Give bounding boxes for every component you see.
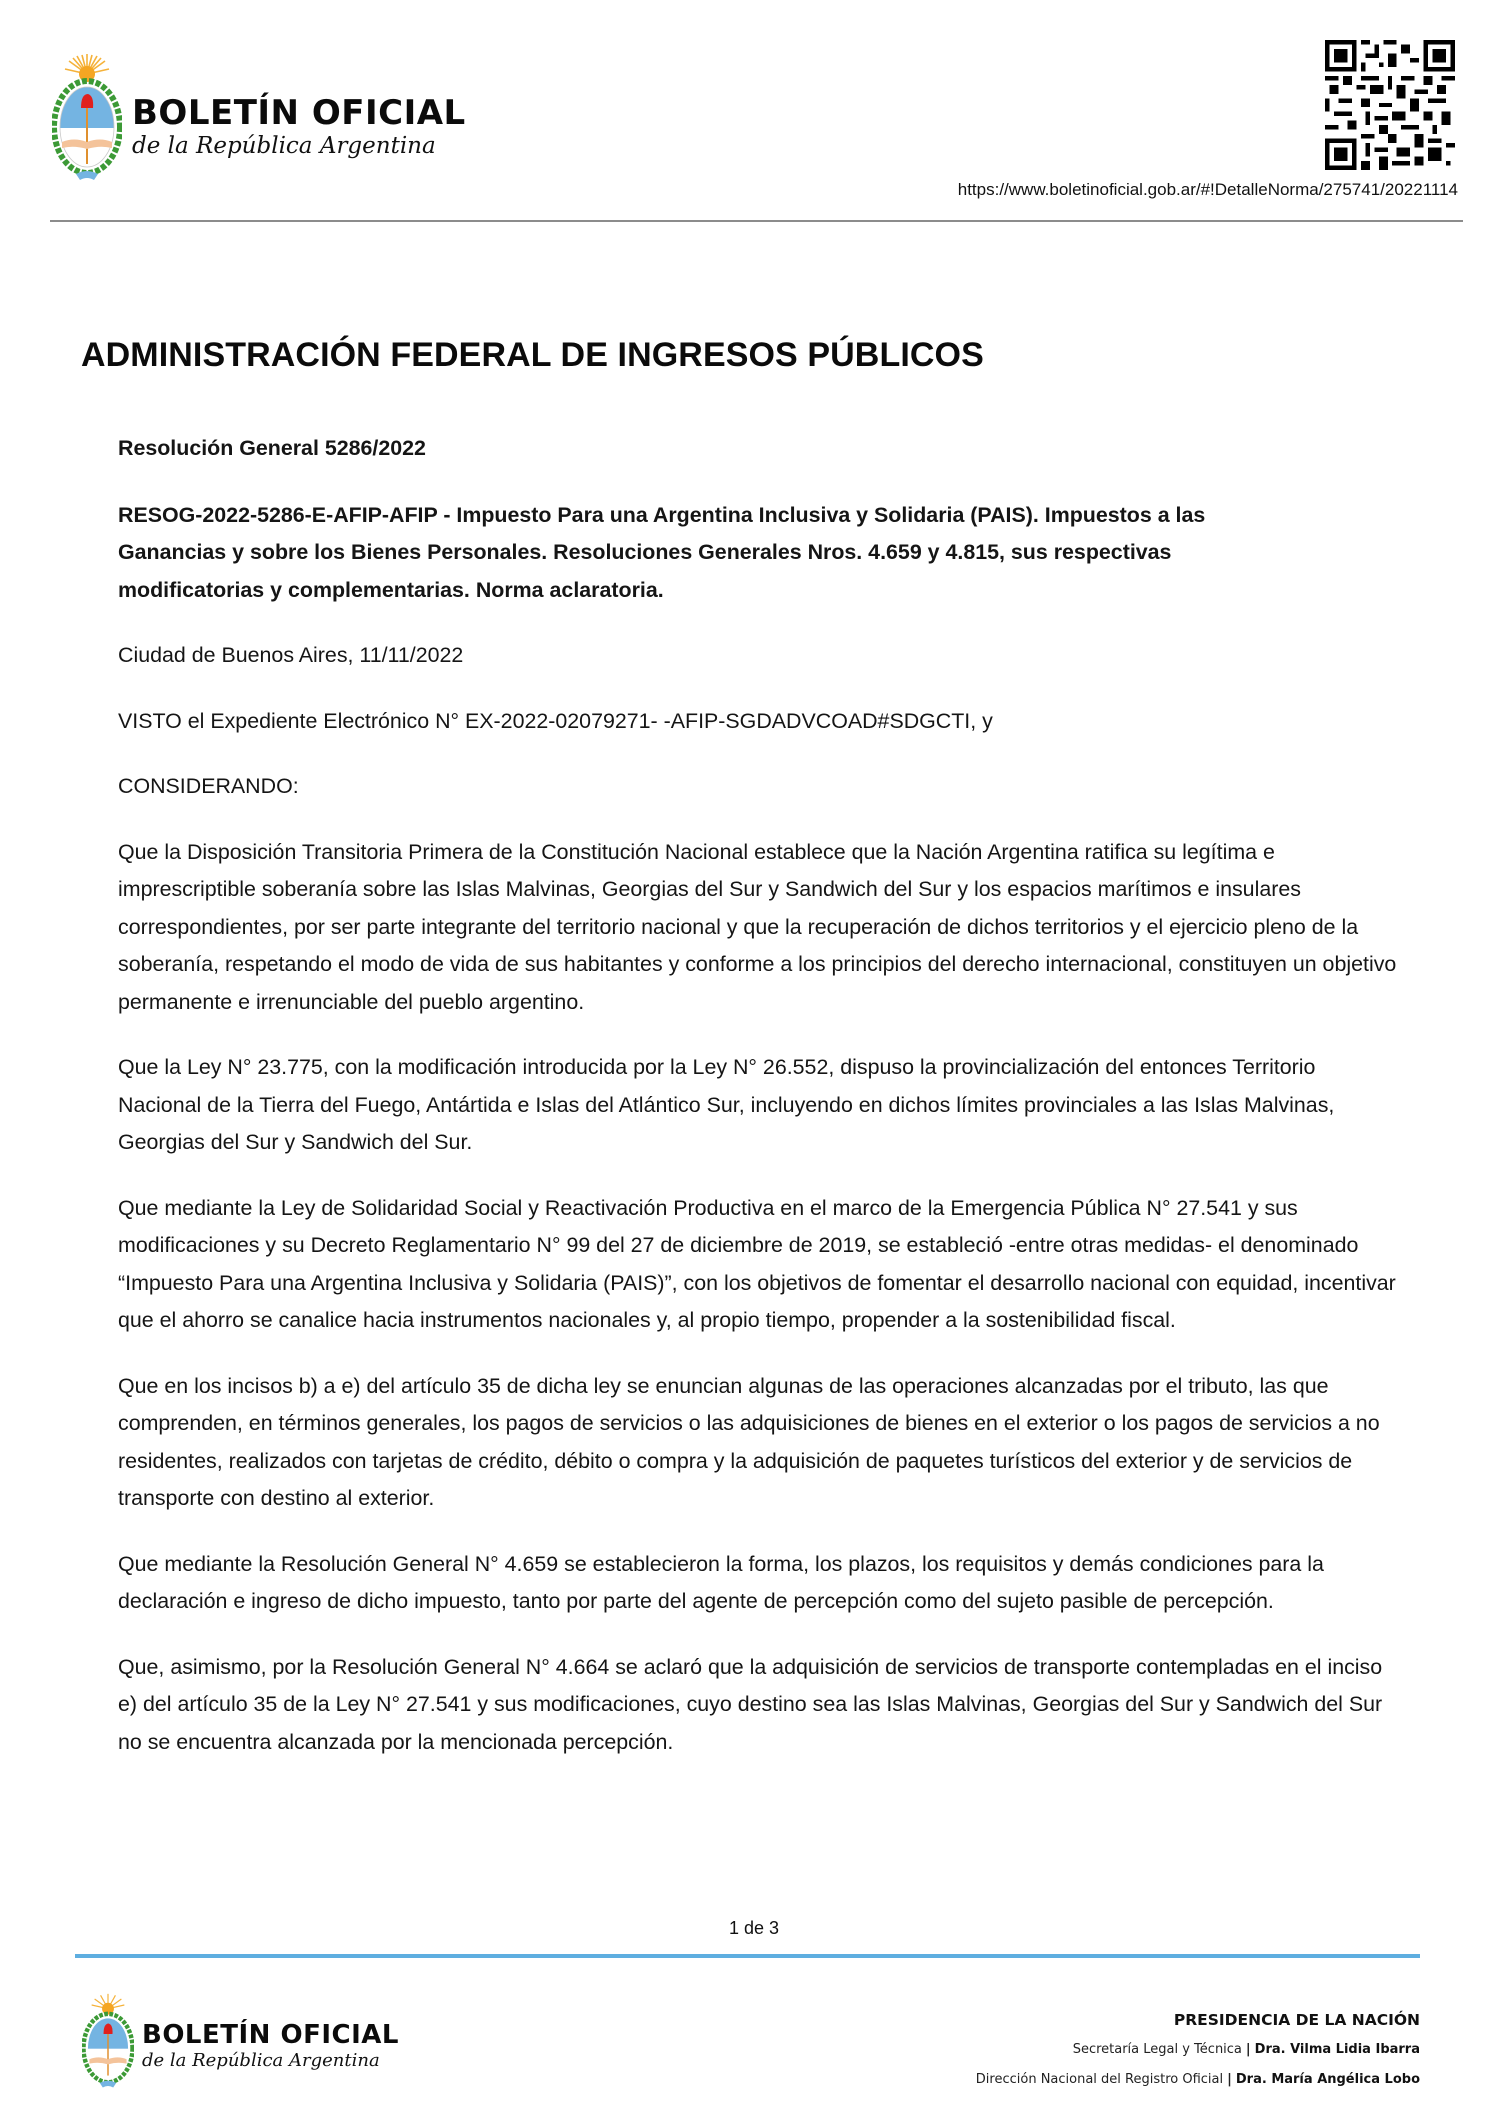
separator: |: [1227, 2072, 1232, 2087]
paragraph: Que en los incisos b) a e) del artículo 35 de dicha ley se enuncian algunas de las operaciones alcanzadas por el tributo, las que comprenden, en términos generales, los pagos de servicios o las adquisiciones de bienes en el exterior o los pagos de servicios a no residentes, realizados con tarjetas de crédito, débito o compra y la adquisición de paquetes turísticos del exterior y de servicios de transporte con destino al exterior.: [118, 1373, 1380, 1510]
footer-boletin-oficial-logo: [82, 1990, 399, 2095]
paragraph: Que la Disposición Transitoria Primera de la Constitución Nacional establece que la Nación Argentina ratifica su legítima e imprescriptible soberanía sobre las Islas Malvinas, Georgias del Sur y Sandwich del Sur y los espacios marítimos e insulares correspondientes, por ser parte integrante del territorio nacional y que la recuperación de dichos territorios y el ejercicio pleno de la soberanía, respetando el modo de vida de sus habitantes y conforme a los principios del derecho internacional, constituyen un objetivo permanente e irrenunciable del pueblo argentino.: [118, 839, 1397, 1014]
visto-paragraph: VISTO el Expediente Electrónico N° EX-2022-02079271- -AFIP-SGDADVCOAD#SDGCTI, y: [118, 708, 993, 733]
page-indicator: 1 de 3: [728, 1918, 780, 1938]
direccion-head: Dra. María Angélica Lobo: [1235, 2072, 1420, 2087]
resolution-title: RESOG-2022-5286-E-AFIP-AFIP - Impuesto Para una Argentina Inclusiva y Solidaria (PAIS). Impuestos a las Ganancias y sobre los Bienes Personales. Resoluciones Generales Nros. 4.659 y 4.815, sus respectivas modificatorias y complementarias. Norma aclaratoria.: [118, 502, 1206, 602]
resolution-number: Resolución General 5286/2022: [118, 436, 426, 460]
separator: |: [1245, 2042, 1251, 2057]
footer-credits: [976, 2010, 1420, 2090]
secretaria-head: Dra. Vilma Lidia Ibarra: [1254, 2042, 1420, 2057]
direccion-label: Dirección Nacional del Registro Oficial: [975, 2072, 1224, 2087]
secretaria-label: Secretaría Legal y Técnica: [1072, 2042, 1242, 2057]
boletin-oficial-logo: [52, 52, 466, 187]
brand-title: BOLETÍN OFICIAL: [132, 92, 466, 133]
brand-subtitle: de la República Argentina: [132, 132, 436, 159]
paragraph: Que mediante la Ley de Solidaridad Social y Reactivación Productiva en el marco de la Emergencia Pública N° 27.541 y sus modificaciones y su Decreto Reglamentario N° 99 del 27 de diciembre de 2019, se estableció -entre otras medidas- el denominado “Impuesto Para una Argentina Inclusiva y Solidaria (PAIS)”, con los objetivos de fomentar el desarrollo nacional con equidad, incentivar que el ahorro se canalice hacia instrumentos nacionales y, al propio tiempo, propender a la sostenibilidad fiscal.: [118, 1195, 1396, 1332]
document-body: [118, 430, 1398, 1789]
header-divider: [50, 220, 1463, 222]
considerando-heading: CONSIDERANDO:: [118, 774, 299, 798]
paragraph: Que, asimismo, por la Resolución General N° 4.664 se aclaró que la adquisición de servicios de transporte contempladas en el inciso e) del artículo 35 de la Ley N° 27.541 y sus modificaciones, cuyo destino sea las Islas Malvinas, Georgias del Sur y Sandwich del Sur no se encuentra alcanzada por la mencionada percepción.: [118, 1654, 1383, 1754]
secretaria-line: [976, 2040, 1420, 2060]
document-url-link[interactable]: https://www.boletinoficial.gob.ar/#!DetalleNorma/275741/20221114: [957, 180, 1458, 199]
footer-brand-title: BOLETÍN OFICIAL: [142, 2019, 399, 2050]
paragraph: Que mediante la Resolución General N° 4.659 se establecieron la forma, los plazos, los requisitos y demás condiciones para la declaración e ingreso de dicho impuesto, tanto por parte del agente de percepción como del sujeto pasible de percepción.: [118, 1551, 1324, 1613]
footer-divider: [75, 1954, 1420, 1958]
presidency-label: PRESIDENCIA DE LA NACIÓN: [1173, 2011, 1420, 2029]
paragraph: Que la Ley N° 23.775, con la modificación introducida por la Ley N° 26.552, dispuso la provincialización del entonces Territorio Nacional de la Tierra del Fuego, Antártida e Islas del Atlántico Sur, incluyendo en dichos límites provinciales a las Islas Malvinas, Georgias del Sur y Sandwich del Sur.: [118, 1055, 1335, 1154]
argentina-coat-of-arms-icon: [52, 52, 122, 187]
agency-title: ADMINISTRACIÓN FEDERAL DE INGRESOS PÚBLICOS: [81, 336, 984, 374]
place-date: Ciudad de Buenos Aires, 11/11/2022: [118, 643, 464, 667]
direccion-line: [976, 2070, 1420, 2090]
footer-brand-subtitle: de la República Argentina: [142, 2049, 380, 2071]
qr-code-icon[interactable]: [1325, 40, 1455, 170]
argentina-coat-of-arms-icon: [82, 1990, 134, 2095]
